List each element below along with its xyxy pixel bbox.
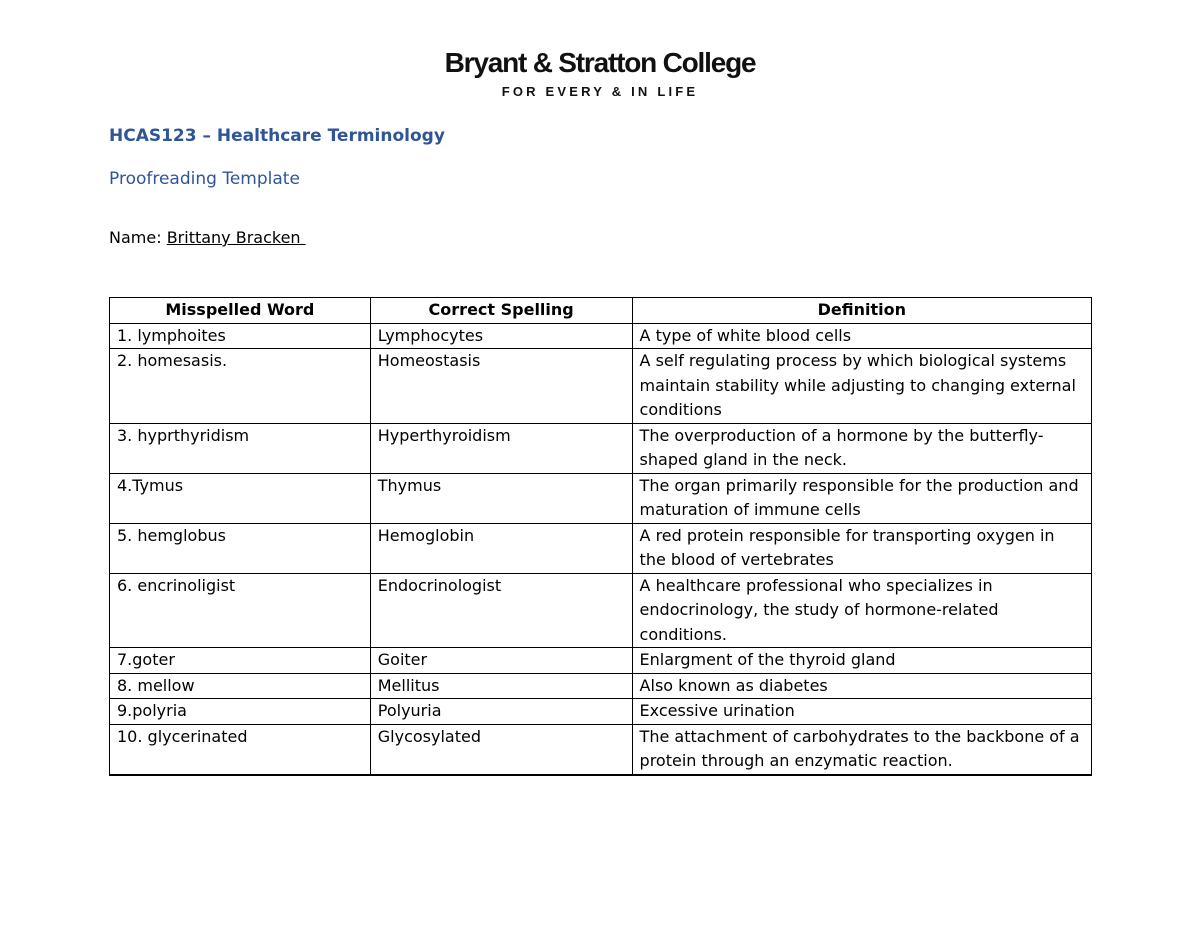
correct-cell: Lymphocytes (370, 323, 632, 349)
definition-cell: A type of white blood cells (632, 323, 1091, 349)
misspelled-cell: 3. hyprthyridism (110, 423, 371, 473)
misspelled-cell: 6. encrinoligist (110, 573, 371, 648)
table-row (110, 673, 1092, 699)
table-row (110, 473, 1092, 523)
misspelled-cell: 1. lymphoites (110, 323, 371, 349)
definition-cell: Also known as diabetes (632, 673, 1091, 699)
definition-cell: A red protein responsible for transporting oxygen in the blood of vertebrates (632, 523, 1091, 573)
correct-cell: Hyperthyroidism (370, 423, 632, 473)
college-logo (0, 48, 1200, 100)
misspelled-cell: 7.goter (110, 648, 371, 674)
correct-cell: Thymus (370, 473, 632, 523)
definition-cell: A healthcare professional who specializes in endocrinology, the study of hormone-related conditions. (632, 573, 1091, 648)
definition-cell: The attachment of carbohydrates to the backbone of a protein through an enzymatic reaction. (632, 724, 1091, 775)
misspelled-cell: 5. hemglobus (110, 523, 371, 573)
misspelled-cell: 4.Tymus (110, 473, 371, 523)
name-line (109, 228, 306, 247)
correct-cell: Goiter (370, 648, 632, 674)
definition-cell: The organ primarily responsible for the production and maturation of immune cells (632, 473, 1091, 523)
correct-cell: Mellitus (370, 673, 632, 699)
table-row (110, 573, 1092, 648)
document-subtitle: Proofreading Template (109, 169, 300, 189)
misspelled-cell: 8. mellow (110, 673, 371, 699)
correct-cell: Polyuria (370, 699, 632, 725)
correct-cell: Endocrinologist (370, 573, 632, 648)
misspelled-cell: 9.polyria (110, 699, 371, 725)
header-definition: Definition (632, 298, 1091, 324)
table-row (110, 423, 1092, 473)
table-row (110, 349, 1092, 424)
table-row (110, 323, 1092, 349)
table-header-row (110, 298, 1092, 324)
definition-cell: Excessive urination (632, 699, 1091, 725)
correct-cell: Hemoglobin (370, 523, 632, 573)
proofreading-table (109, 297, 1092, 776)
misspelled-cell: 10. glycerinated (110, 724, 371, 775)
name-label: Name: (109, 228, 167, 247)
logo-name: Bryant & Stratton College (444, 47, 756, 78)
table-row (110, 724, 1092, 775)
course-title: HCAS123 – Healthcare Terminology (109, 126, 445, 146)
misspelled-cell: 2. homesasis. (110, 349, 371, 424)
table-row (110, 523, 1092, 573)
definition-cell: The overproduction of a hormone by the butterfly-shaped gland in the neck. (632, 423, 1091, 473)
correct-cell: Glycosylated (370, 724, 632, 775)
correct-cell: Homeostasis (370, 349, 632, 424)
table-row (110, 648, 1092, 674)
header-correct-spelling: Correct Spelling (370, 298, 632, 324)
table-row (110, 699, 1092, 725)
definition-cell: Enlargment of the thyroid gland (632, 648, 1091, 674)
header-misspelled-word: Misspelled Word (110, 298, 371, 324)
logo-tagline: FOR EVERY & IN LIFE (501, 84, 699, 99)
name-value: Brittany Bracken (166, 228, 306, 247)
definition-cell: A self regulating process by which biological systems maintain stability while adjusting to changing external conditions (632, 349, 1091, 424)
